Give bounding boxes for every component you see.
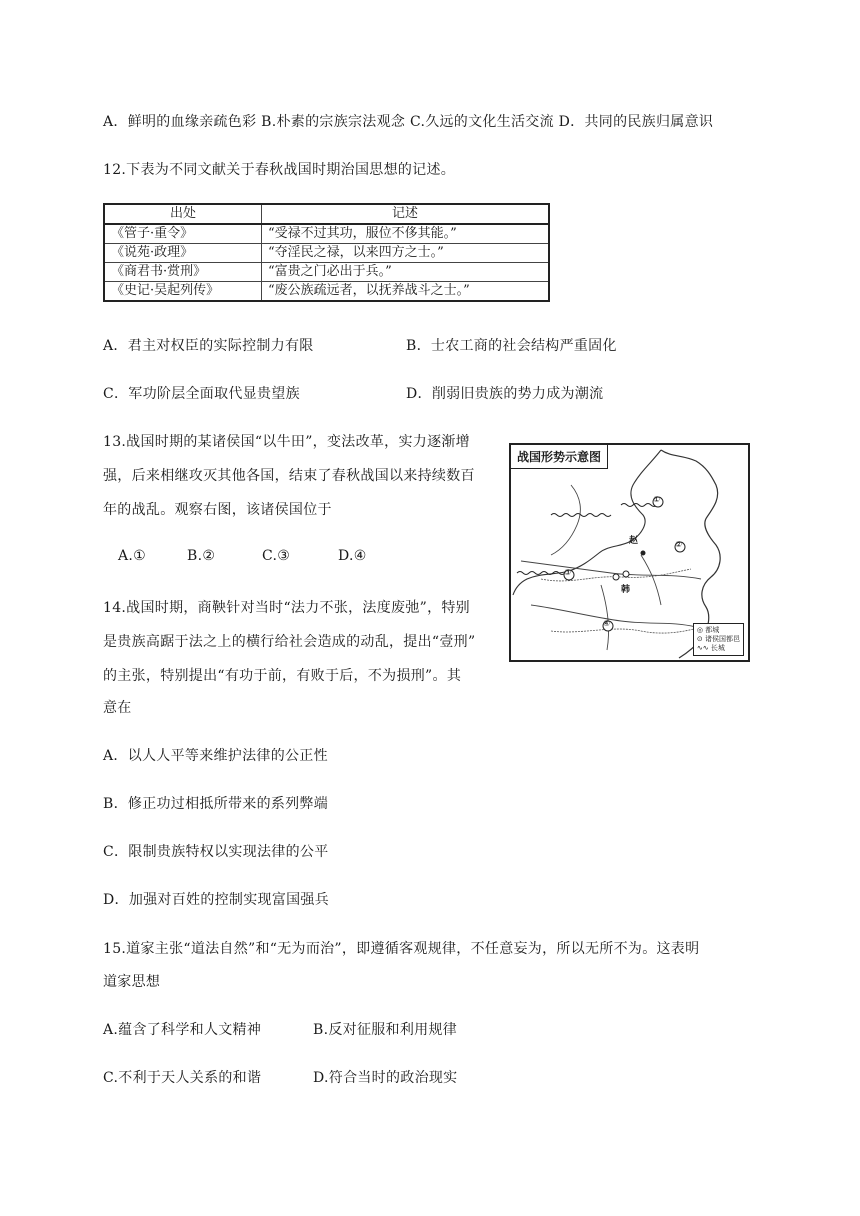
q12-option-d: D．削弱旧贵族的势力成为潮流 xyxy=(406,386,604,402)
table-cell-source: 《管子·重令》 xyxy=(104,224,262,244)
q11-options: A．鲜明的血缘亲疏色彩 B.朴素的宗族宗法观念 C.久远的文化生活交流 D．共同的民族归属意识 xyxy=(103,114,714,130)
table-cell-record: “夺淫民之禄，以来四方之士。” xyxy=(262,244,550,263)
table-header-row xyxy=(104,204,549,224)
legend-city: ⊙ 诸侯国都邑 xyxy=(696,635,740,643)
q12-source-table xyxy=(103,203,550,302)
q14-stem-line3: 的主张，特别提出“有功于前，有败于后，不为损刑”。其 xyxy=(103,668,462,684)
q14-stem-line2: 是贵族高踞于法之上的横行给社会造成的动乱，提出“壹刑” xyxy=(103,634,476,650)
q14-option-c: C．限制贵族特权以实现法律的公平 xyxy=(103,844,329,860)
table-cell-record: “受禄不过其功，服位不侈其能。” xyxy=(262,224,550,244)
q12-stem: 12.下表为不同文献关于春秋战国时期治国思想的记述。 xyxy=(103,162,456,178)
table-row xyxy=(104,244,549,263)
q15-option-d: D.符合当时的政治现实 xyxy=(313,1070,458,1086)
table-header-record: 记述 xyxy=(262,204,550,224)
legend-capital: ◎ 都城 xyxy=(696,626,720,634)
q14-stem-line4: 意在 xyxy=(103,700,132,716)
table-cell-source: 《说苑·政理》 xyxy=(104,244,262,263)
q13-stem-line3: 年的战乱。观察右图，该诸侯国位于 xyxy=(103,502,332,518)
q14-stem-line1: 14.战国时期，商鞅针对当时“法力不张，法度废弛”，特别 xyxy=(103,600,470,616)
q15-stem-line2: 道家思想 xyxy=(103,974,161,990)
table-cell-source: 《商君书·赏刑》 xyxy=(104,263,262,282)
table-row xyxy=(104,263,549,282)
map-label-1: ① xyxy=(653,495,661,504)
q12-option-b: B．士农工商的社会结构严重固化 xyxy=(406,338,617,354)
q13-option-a: A.① xyxy=(118,548,147,564)
q14-option-a: A．以人人平等来维护法律的公正性 xyxy=(103,748,328,764)
q15-stem-line1: 15.道家主张“道法自然”和“无为而治”，即遵循客观规律，不任意妄为，所以无所不为。这表明 xyxy=(103,941,700,957)
map-label-zhao: 赵 xyxy=(629,536,639,546)
map-label-2: ② xyxy=(675,540,683,549)
q14-option-d: D．加强对百姓的控制实现富国强兵 xyxy=(103,892,330,908)
q12-option-c: C．军功阶层全面取代显贵望族 xyxy=(103,386,300,402)
map-label-han: 韩 xyxy=(621,585,631,595)
map-label-3: ③ xyxy=(564,568,572,577)
map-title: 战国形势示意图 xyxy=(511,445,608,469)
q15-option-c: C.不利于天人关系的和谐 xyxy=(103,1070,262,1086)
table-cell-record: “废公族疏远者，以抚养战斗之士。” xyxy=(262,282,550,302)
table-row xyxy=(104,282,549,302)
q13-option-b: B.② xyxy=(187,548,216,564)
table-cell-record: “富贵之门必出于兵。” xyxy=(262,263,550,282)
warring-states-map xyxy=(509,443,750,662)
legend-great-wall: ∿∿ 长城 xyxy=(696,644,725,652)
q14-option-b: B．修正功过相抵所带来的系列弊端 xyxy=(103,796,329,812)
q13-option-c: C.③ xyxy=(262,548,291,564)
table-header-source: 出处 xyxy=(104,204,262,224)
q13-option-d: D.④ xyxy=(338,548,367,564)
q15-option-b: B.反对征服和利用规律 xyxy=(313,1022,458,1038)
q13-stem-line1: 13.战国时期的某诸侯国“以牛田”，变法改革，实力逐渐增 xyxy=(103,434,470,450)
table-row xyxy=(104,224,549,244)
map-legend xyxy=(693,623,744,656)
table-cell-source: 《史记·吴起列传》 xyxy=(104,282,262,302)
map-label-4: ④ xyxy=(603,619,611,628)
q15-option-a: A.蕴含了科学和人文精神 xyxy=(103,1022,262,1038)
q13-stem-line2: 强，后来相继攻灭其他各国，结束了春秋战国以来持续数百 xyxy=(103,468,475,484)
q12-option-a: A．君主对权臣的实际控制力有限 xyxy=(103,338,314,354)
